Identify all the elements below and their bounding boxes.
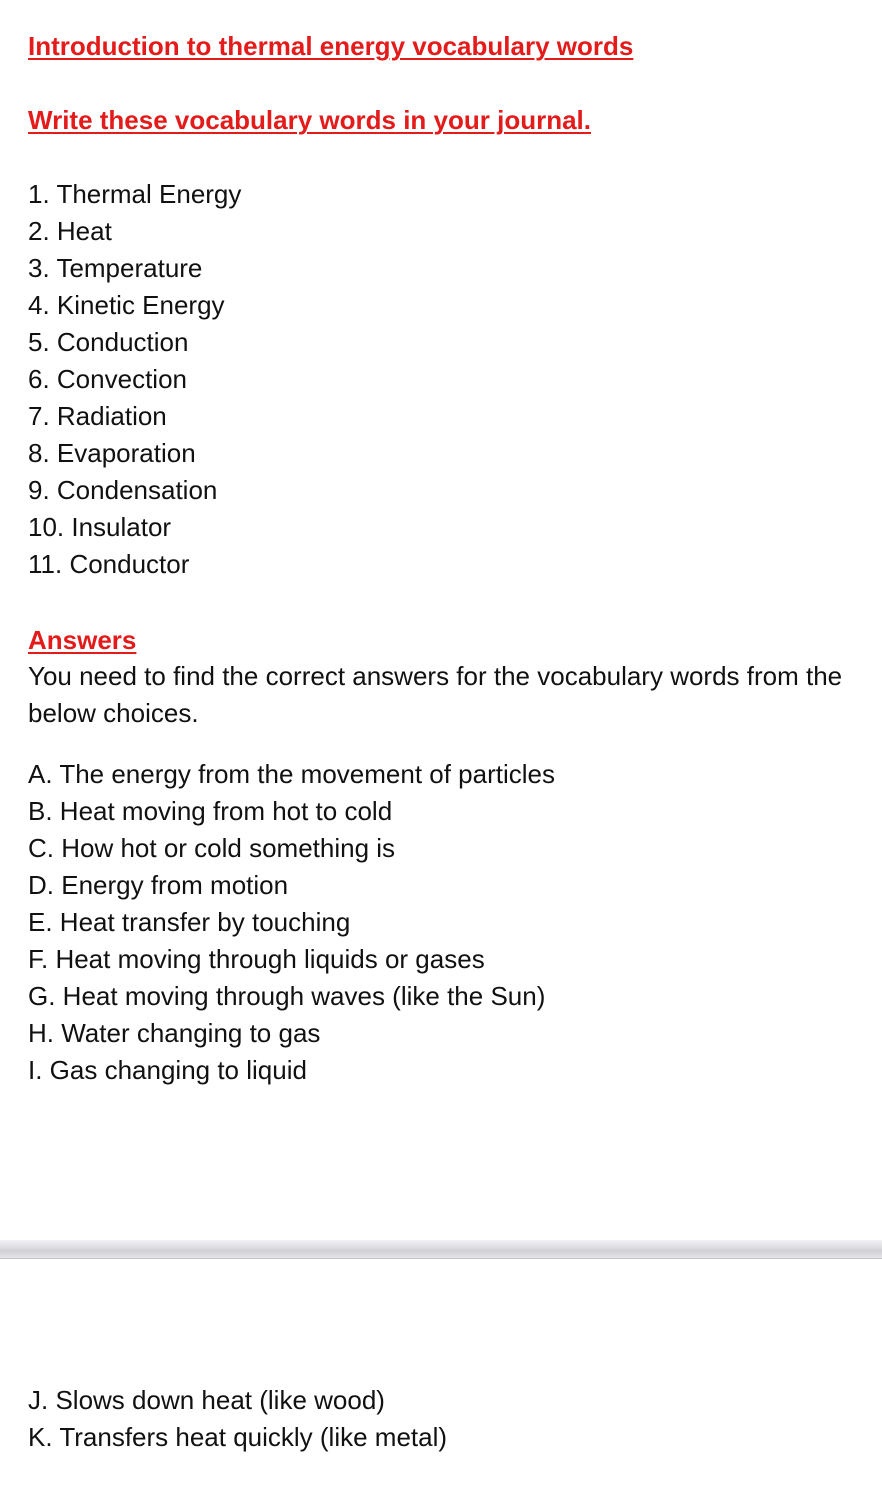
choice-item: B. Heat moving from hot to cold	[28, 796, 393, 826]
choices-list-continued	[28, 1382, 447, 1456]
choice-item: G. Heat moving through waves (like the Sun)	[28, 981, 546, 1011]
answers-instructions: You need to find the correct answers for the vocabulary words from the below choices.	[28, 661, 843, 728]
choice-item: J. Slows down heat (like wood)	[28, 1385, 385, 1415]
choice-item: I. Gas changing to liquid	[28, 1055, 307, 1085]
vocabulary-item: 1. Thermal Energy	[28, 179, 242, 209]
vocabulary-item: 3. Temperature	[28, 253, 203, 283]
vocabulary-item: 4. Kinetic Energy	[28, 290, 225, 320]
vocabulary-item: 7. Radiation	[28, 401, 167, 431]
choice-item: K. Transfers heat quickly (like metal)	[28, 1422, 448, 1452]
vocabulary-item: 11. Conductor	[28, 549, 190, 579]
vocabulary-item: 10. Insulator	[28, 512, 172, 542]
choice-item: C. How hot or cold something is	[28, 833, 396, 863]
vocabulary-item: 8. Evaporation	[28, 438, 196, 468]
choice-item: A. The energy from the movement of particles	[28, 759, 555, 789]
choices-list	[28, 756, 555, 1089]
vocabulary-list	[28, 176, 241, 583]
choice-item: D. Energy from motion	[28, 870, 289, 900]
answers-heading: Answers	[28, 625, 137, 655]
page-break-divider	[0, 1240, 882, 1259]
vocabulary-item: 9. Condensation	[28, 475, 218, 505]
vocabulary-item: 5. Conduction	[28, 327, 189, 357]
page-title: Introduction to thermal energy vocabulary words	[28, 31, 634, 61]
instruction-heading: Write these vocabulary words in your journal.	[28, 105, 591, 135]
vocabulary-item: 2. Heat	[28, 216, 112, 246]
vocabulary-item: 6. Convection	[28, 364, 187, 394]
choice-item: E. Heat transfer by touching	[28, 907, 351, 937]
choice-item: H. Water changing to gas	[28, 1018, 321, 1048]
choice-item: F. Heat moving through liquids or gases	[28, 944, 485, 974]
document-page-2	[0, 1258, 882, 1485]
